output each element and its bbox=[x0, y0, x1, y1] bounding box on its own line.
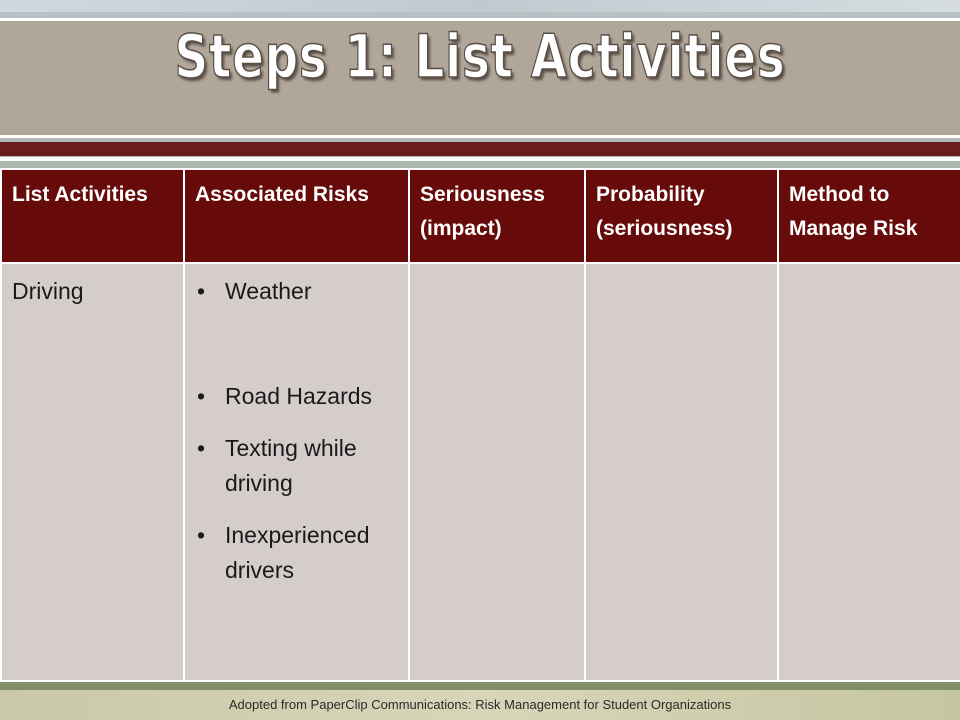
probability-cell bbox=[585, 263, 778, 681]
header-method: Method to Manage Risk bbox=[778, 169, 960, 263]
seriousness-cell bbox=[409, 263, 585, 681]
accent-bar bbox=[0, 142, 960, 156]
background-sky bbox=[0, 0, 960, 12]
activity-cell: Driving bbox=[1, 263, 184, 681]
bullet-icon: • bbox=[197, 435, 206, 461]
list-item bbox=[195, 379, 398, 414]
bullet-icon: • bbox=[197, 278, 206, 304]
divider-line bbox=[0, 157, 960, 161]
slide-title: Steps 1: List Activities bbox=[174, 22, 786, 92]
table-row bbox=[1, 263, 960, 681]
risk-table bbox=[0, 168, 960, 682]
header-list-activities: List Activities bbox=[1, 169, 184, 263]
list-item bbox=[195, 518, 398, 587]
footer-credit: Adopted from PaperClip Communications: Risk Management for Student Organizations bbox=[228, 697, 732, 712]
bullet-icon: • bbox=[197, 522, 206, 548]
risks-cell bbox=[184, 263, 409, 681]
risk-label: Weather bbox=[225, 278, 312, 304]
method-cell bbox=[778, 263, 960, 681]
header-seriousness: Seriousness (impact) bbox=[409, 169, 585, 263]
risk-label: Texting while driving bbox=[225, 435, 357, 496]
risk-label: Inexperienced drivers bbox=[225, 522, 370, 583]
bullet-icon: • bbox=[197, 382, 206, 409]
risk-label: Road Hazards bbox=[225, 382, 373, 409]
risk-list bbox=[195, 274, 398, 587]
header-associated-risks: Associated Risks bbox=[184, 169, 409, 263]
list-item bbox=[195, 431, 398, 500]
list-item bbox=[195, 274, 398, 309]
header-probability: Probability (seriousness) bbox=[585, 169, 778, 263]
table-header-row bbox=[1, 169, 960, 263]
